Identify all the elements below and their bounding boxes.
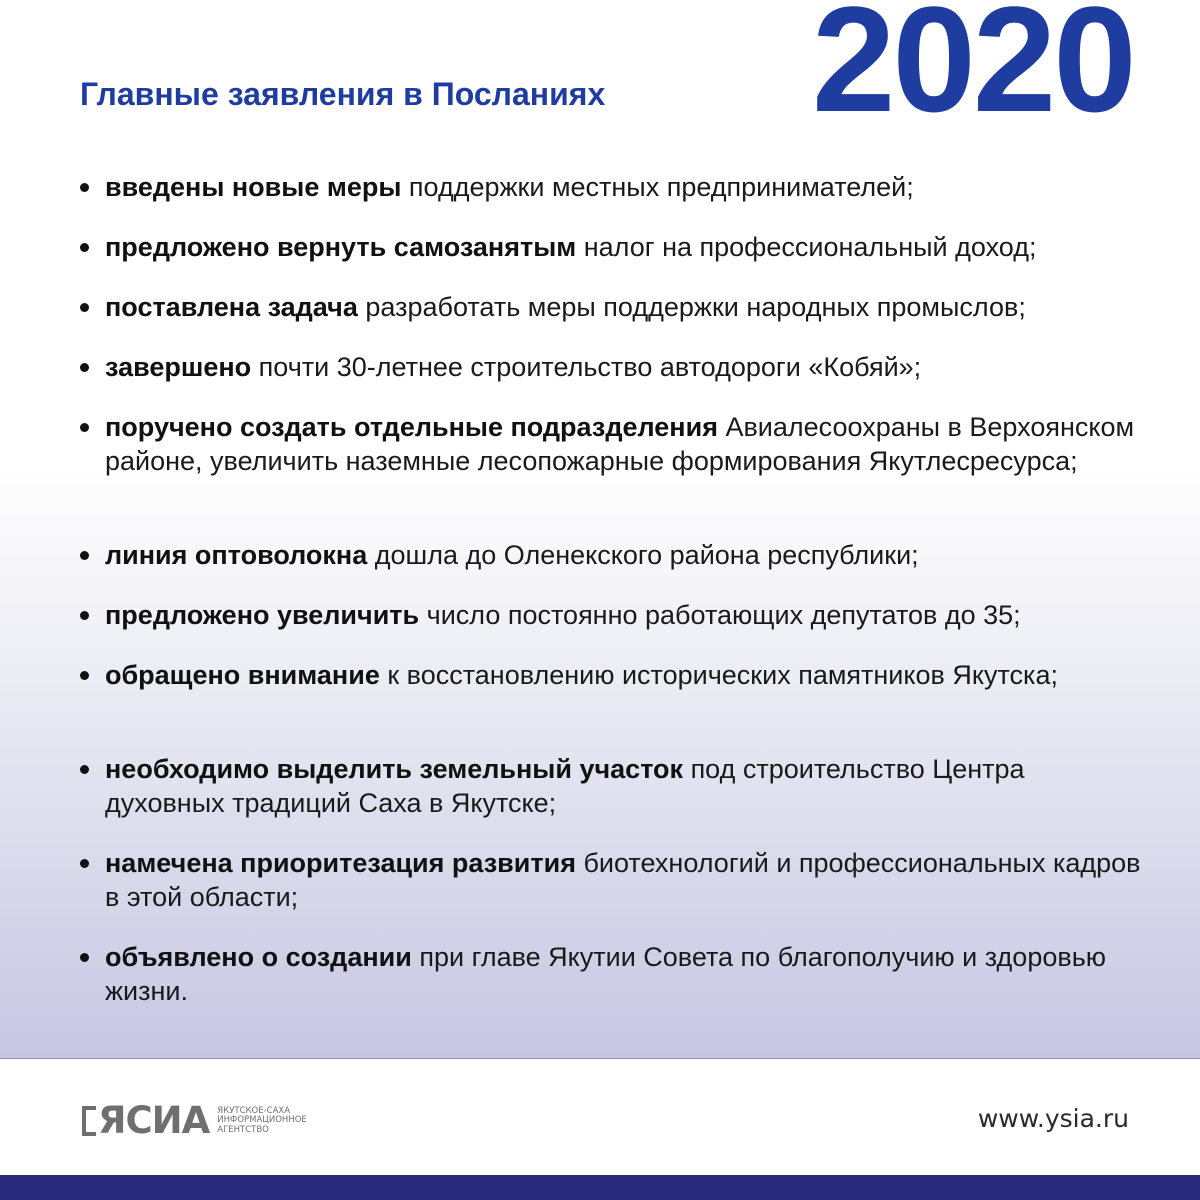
logo-bracket-icon [82,1106,96,1136]
item-bold: обращено внимание [105,660,380,690]
item-bold: объявлено о создании [105,942,412,972]
year-heading: 2020 [812,0,1134,143]
list-item [105,538,1145,572]
item-text: число постоянно работающих депутатов до 35; [419,600,1021,630]
logo-text: ЯСИА [98,1099,210,1142]
item-text: почти 30-летнее строительство автодороги «Кобяй»; [251,352,922,382]
list-item [105,598,1145,632]
page-title: Главные заявления в Посланиях [80,76,606,112]
list-item [105,350,1145,384]
logo-mark [82,1101,209,1141]
item-text: разработать меры поддержки народных промыслов; [357,292,1026,322]
item-text: налог на профессиональный доход; [576,232,1037,262]
bottom-bar [0,1175,1200,1200]
item-bold: предложено вернуть самозанятым [105,232,577,262]
item-bold: необходимо выделить земельный участок [105,754,684,784]
list-item [105,230,1145,264]
list-item [105,410,1145,478]
item-bold: поставлена задача [105,292,358,322]
item-bold: предложено увеличить [105,600,420,630]
logo-subtitle [217,1107,327,1136]
item-text: к восстановлению исторических памятников Якутска; [379,660,1058,690]
list-item [105,170,1145,204]
logo-subtitle-line: АГЕНТСТВО [217,1124,269,1135]
item-text: под строительство Центра духовных традиций Саха в Якутске; [105,754,1025,818]
item-bold: введены новые меры [105,172,402,202]
item-text: биотехнологий и профессиональных кадров в этой области; [105,848,1141,912]
list-item [105,846,1145,914]
item-text: при главе Якутии Совета по благополучию и здоровью жизни. [105,942,1107,1006]
logo-subtitle-line: ЯКУТСКОЕ-САХА [217,1105,291,1116]
ysia-logo[interactable] [82,1101,327,1141]
item-text: дошла до Оленекского района республики; [367,540,919,570]
item-bold: завершено [105,352,252,382]
item-text: поддержки местных предпринимателей; [401,172,914,202]
site-link[interactable]: www.ysia.ru [977,1104,1129,1133]
list-item [105,290,1145,324]
item-bold: намечена приоритезация развития [105,848,576,878]
list-item [105,658,1145,692]
item-bold: поручено создать отдельные подразделения [105,412,718,442]
list-item [105,940,1145,1008]
item-text: Авиалесоохраны в Верхоянском районе, увеличить наземные лесопожарные формирования Якутлесресурса; [105,412,1135,476]
item-bold: линия оптоволокна [105,540,368,570]
logo-subtitle-line: ИНФОРМАЦИОННОЕ [217,1115,307,1126]
list-item [105,752,1145,820]
